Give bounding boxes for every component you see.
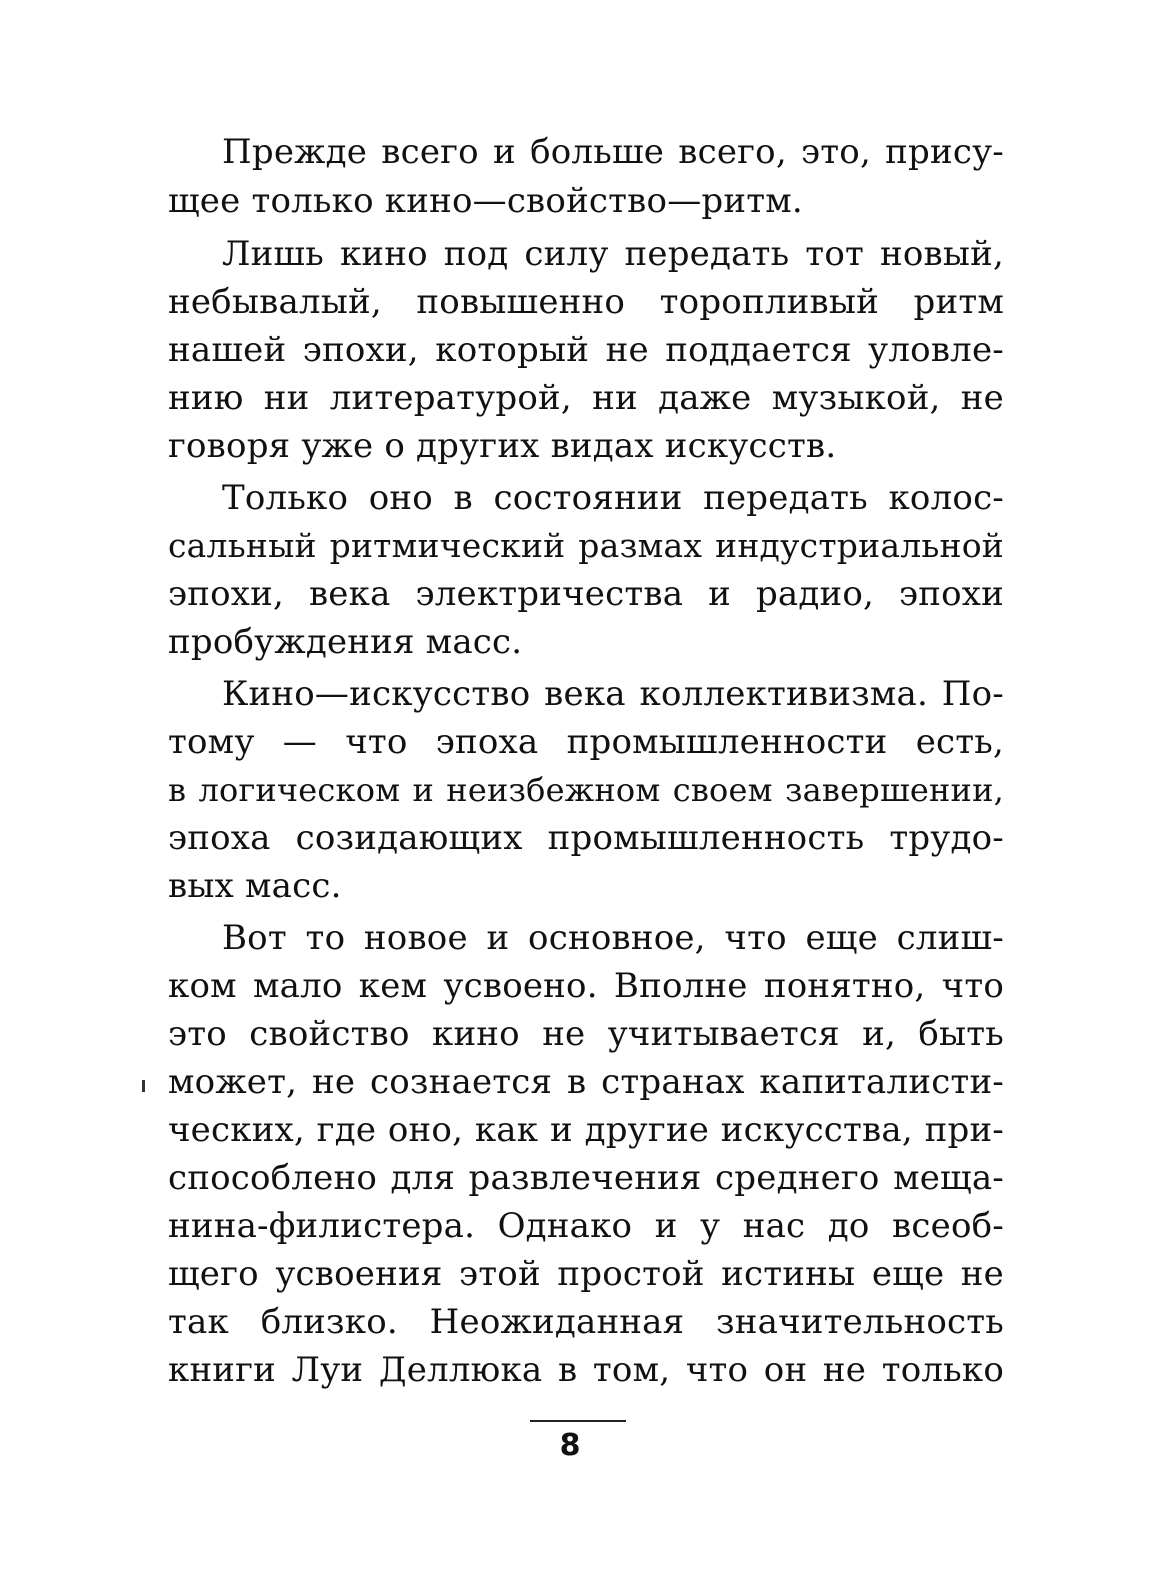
text-line: способлено для развлечения среднего меща- — [168, 1158, 1004, 1198]
text-line: говоря уже о других видах искусств. — [168, 426, 837, 466]
page-number: 8 — [559, 1428, 581, 1463]
text-line: сальный ритмический размах индустриальной — [168, 526, 1004, 565]
text-line: пробуждения масс. — [168, 622, 523, 662]
text-line: эпоха созидающих промышленность трудо- — [168, 818, 1004, 858]
margin-mark — [142, 1080, 145, 1092]
text-line: в логическом и неизбежном своем завершении, — [168, 771, 1004, 809]
text-line: книги Луи Деллюка в том, что он не только — [168, 1350, 1004, 1390]
text-line: Кино—искусство века коллективизма. По- — [222, 674, 1004, 714]
text-line: Лишь кино под силу передать тот новый, — [222, 234, 1004, 274]
text-line: нашей эпохи, который не поддается уловле- — [168, 330, 1004, 370]
text-line: щее только кино—свойство—ритм. — [168, 181, 803, 221]
text-line: нию ни литературой, ни даже музыкой, не — [168, 378, 1004, 418]
text-line: Прежде всего и больше всего, это, прису- — [222, 132, 1004, 172]
text-line: ческих, где оно, как и другие искусства, при- — [168, 1110, 1004, 1150]
text-line: это свойство кино не учитывается и, быть — [168, 1014, 1004, 1054]
text-line: так близко. Неожиданная значительность — [168, 1302, 1004, 1342]
text-line: щего усвоения этой простой истины еще не — [168, 1254, 1004, 1294]
text-line: Вот то новое и основное, что еще слиш- — [222, 918, 1004, 958]
text-line: вых масс. — [168, 866, 342, 906]
text-line: ком мало кем усвоено. Вполне понятно, что — [168, 966, 1004, 1006]
text-line: эпохи, века электричества и радио, эпохи — [168, 574, 1004, 614]
text-line: нина-филистера. Однако и у нас до всеоб- — [168, 1206, 1004, 1246]
text-line: может, не сознается в странах капиталисти- — [168, 1062, 1004, 1102]
page-number-rule — [530, 1420, 626, 1422]
text-line: Только оно в состоянии передать колос- — [222, 478, 1004, 518]
text-line: небывалый, повышенно торопливый ритм — [168, 282, 1004, 322]
text-line: тому — что эпоха промышленности есть, — [168, 722, 1004, 762]
